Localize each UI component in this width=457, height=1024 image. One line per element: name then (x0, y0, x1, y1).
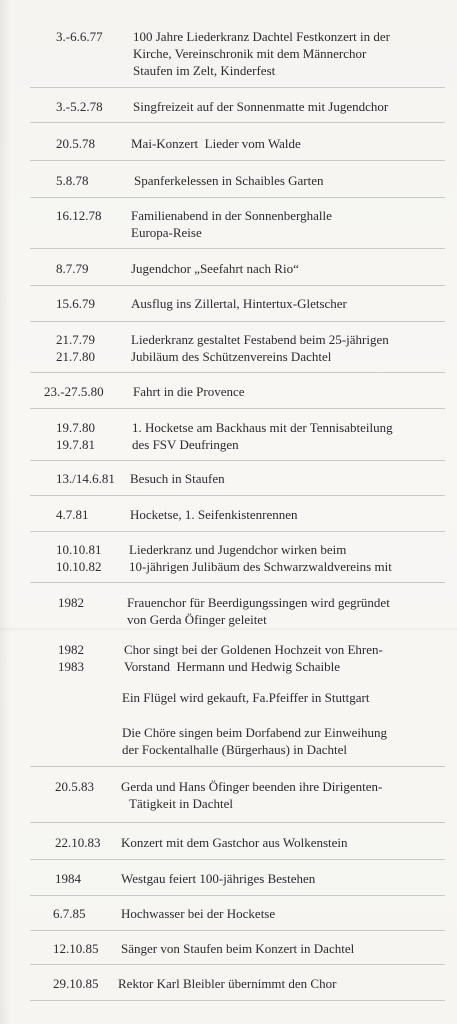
entry-text: Vorstand Hermann und Hedwig Schaible (124, 659, 341, 674)
row-divider (30, 1000, 445, 1001)
row-divider (30, 964, 445, 965)
entry-date: 15.6.79 (56, 296, 95, 311)
entry-text: Jugendchor „Seefahrt nach Rio“ (131, 261, 299, 276)
entry-date: 12.10.85 (53, 941, 99, 956)
entry-text: Familienabend in der Sonnenberghalle (131, 208, 332, 223)
entry-text: Frauenchor für Beerdigungssingen wird gegründet (127, 595, 390, 610)
row-divider (30, 531, 445, 532)
entry-text: Sänger von Staufen beim Konzert in Dachtel (121, 941, 355, 956)
scan-edge-shadow (0, 0, 10, 1024)
row-divider (30, 372, 445, 373)
entry-date: 1982 (58, 595, 84, 610)
entry-date: 6.7.85 (53, 906, 86, 921)
entry-text: Tätigkeit in Dachtel (129, 796, 233, 811)
entry-date: 8.7.79 (56, 261, 89, 276)
entry-text: von Gerda Öfinger geleitet (127, 612, 267, 627)
entry-text: Besuch in Staufen (130, 471, 225, 486)
row-divider (30, 122, 445, 123)
row-divider (30, 285, 445, 286)
entry-text: Staufen im Zelt, Kinderfest (133, 63, 276, 78)
entry-text: Ausflug ins Zillertal, Hintertux-Gletscher (131, 296, 347, 311)
row-divider (30, 408, 445, 409)
entry-date: 20.5.83 (55, 779, 94, 794)
entry-text: Die Chöre singen beim Dorfabend zur Einweihung (122, 725, 387, 740)
entry-text: Liederkranz gestaltet Festabend beim 25-jährigen (131, 332, 389, 347)
row-divider (30, 321, 445, 322)
entry-date: 5.8.78 (56, 173, 89, 188)
row-divider (30, 859, 445, 860)
entry-text: der Fockentalhalle (Bürgerhaus) in Dachtel (122, 742, 348, 757)
entry-date: 23.-27.5.80 (44, 384, 104, 399)
row-divider (30, 822, 445, 823)
entry-text: 1. Hocketse am Backhaus mit der Tennisabteilung (132, 420, 393, 435)
entry-text: des FSV Deufringen (132, 437, 239, 452)
row-divider (30, 582, 445, 583)
entry-date: 20.5.78 (56, 136, 95, 151)
entry-text: Europa-Reise (131, 225, 202, 240)
row-divider (30, 248, 445, 249)
entry-text: Gerda und Hans Öfinger beenden ihre Dirigenten- (121, 779, 383, 794)
entry-date: 10.10.81 10.10.82 (56, 542, 102, 574)
page-fold (0, 628, 457, 632)
row-divider (30, 495, 445, 496)
entry-date: 19.7.80 19.7.81 (56, 420, 95, 452)
entry-text: Fahrt in die Provence (133, 384, 245, 399)
entry-text: Ein Flügel wird gekauft, Fa.Pfeiffer in Stuttgart (122, 690, 370, 705)
entry-text: Spanferkelessen in Schaibles Garten (134, 173, 324, 188)
entry-text: Westgau feiert 100-jähriges Bestehen (121, 871, 316, 886)
entry-date: 1984 (55, 871, 81, 886)
entry-date: 21.7.79 21.7.80 (56, 332, 95, 364)
entry-text: Konzert mit dem Gastchor aus Wolkenstein (121, 835, 348, 850)
row-divider (30, 766, 445, 767)
entry-text: 10-jährigen Julibäum des Schwarzwaldvereins mit (129, 559, 392, 574)
entry-date: 1982 1983 (58, 642, 84, 674)
entry-text: Hochwasser bei der Hocketse (121, 906, 276, 921)
row-divider (30, 160, 445, 161)
entry-text: Rektor Karl Bleibler übernimmt den Chor (118, 976, 337, 991)
entry-date: 22.10.83 (55, 835, 101, 850)
entry-text: Kirche, Vereinschronik mit dem Männerchor (133, 46, 367, 61)
entry-text: Jubiläum des Schützenvereins Dachtel (131, 349, 332, 364)
entry-date: 29.10.85 (53, 976, 99, 991)
entry-text: Chor singt bei der Goldenen Hochzeit von Ehren- (124, 642, 383, 657)
row-divider (30, 87, 445, 88)
row-divider (30, 460, 445, 461)
entry-text: Hocketse, 1. Seifenkistenrennen (130, 507, 298, 522)
entry-text: Mai-Konzert Lieder vom Walde (131, 136, 301, 151)
entry-date: 13./14.6.81 (56, 471, 115, 486)
entry-text: Singfreizeit auf der Sonnenmatte mit Jugendchor (133, 99, 389, 114)
entry-text: 100 Jahre Liederkranz Dachtel Festkonzert in der (133, 29, 391, 44)
row-divider (30, 930, 445, 931)
row-divider (30, 197, 445, 198)
entry-date: 3.-5.2.78 (56, 99, 103, 114)
entry-date: 16.12.78 (56, 208, 102, 223)
entry-date: 3.-6.6.77 (56, 29, 103, 44)
entry-text: Liederkranz und Jugendchor wirken beim (129, 542, 347, 557)
entry-date: 4.7.81 (56, 507, 89, 522)
row-divider (30, 895, 445, 896)
